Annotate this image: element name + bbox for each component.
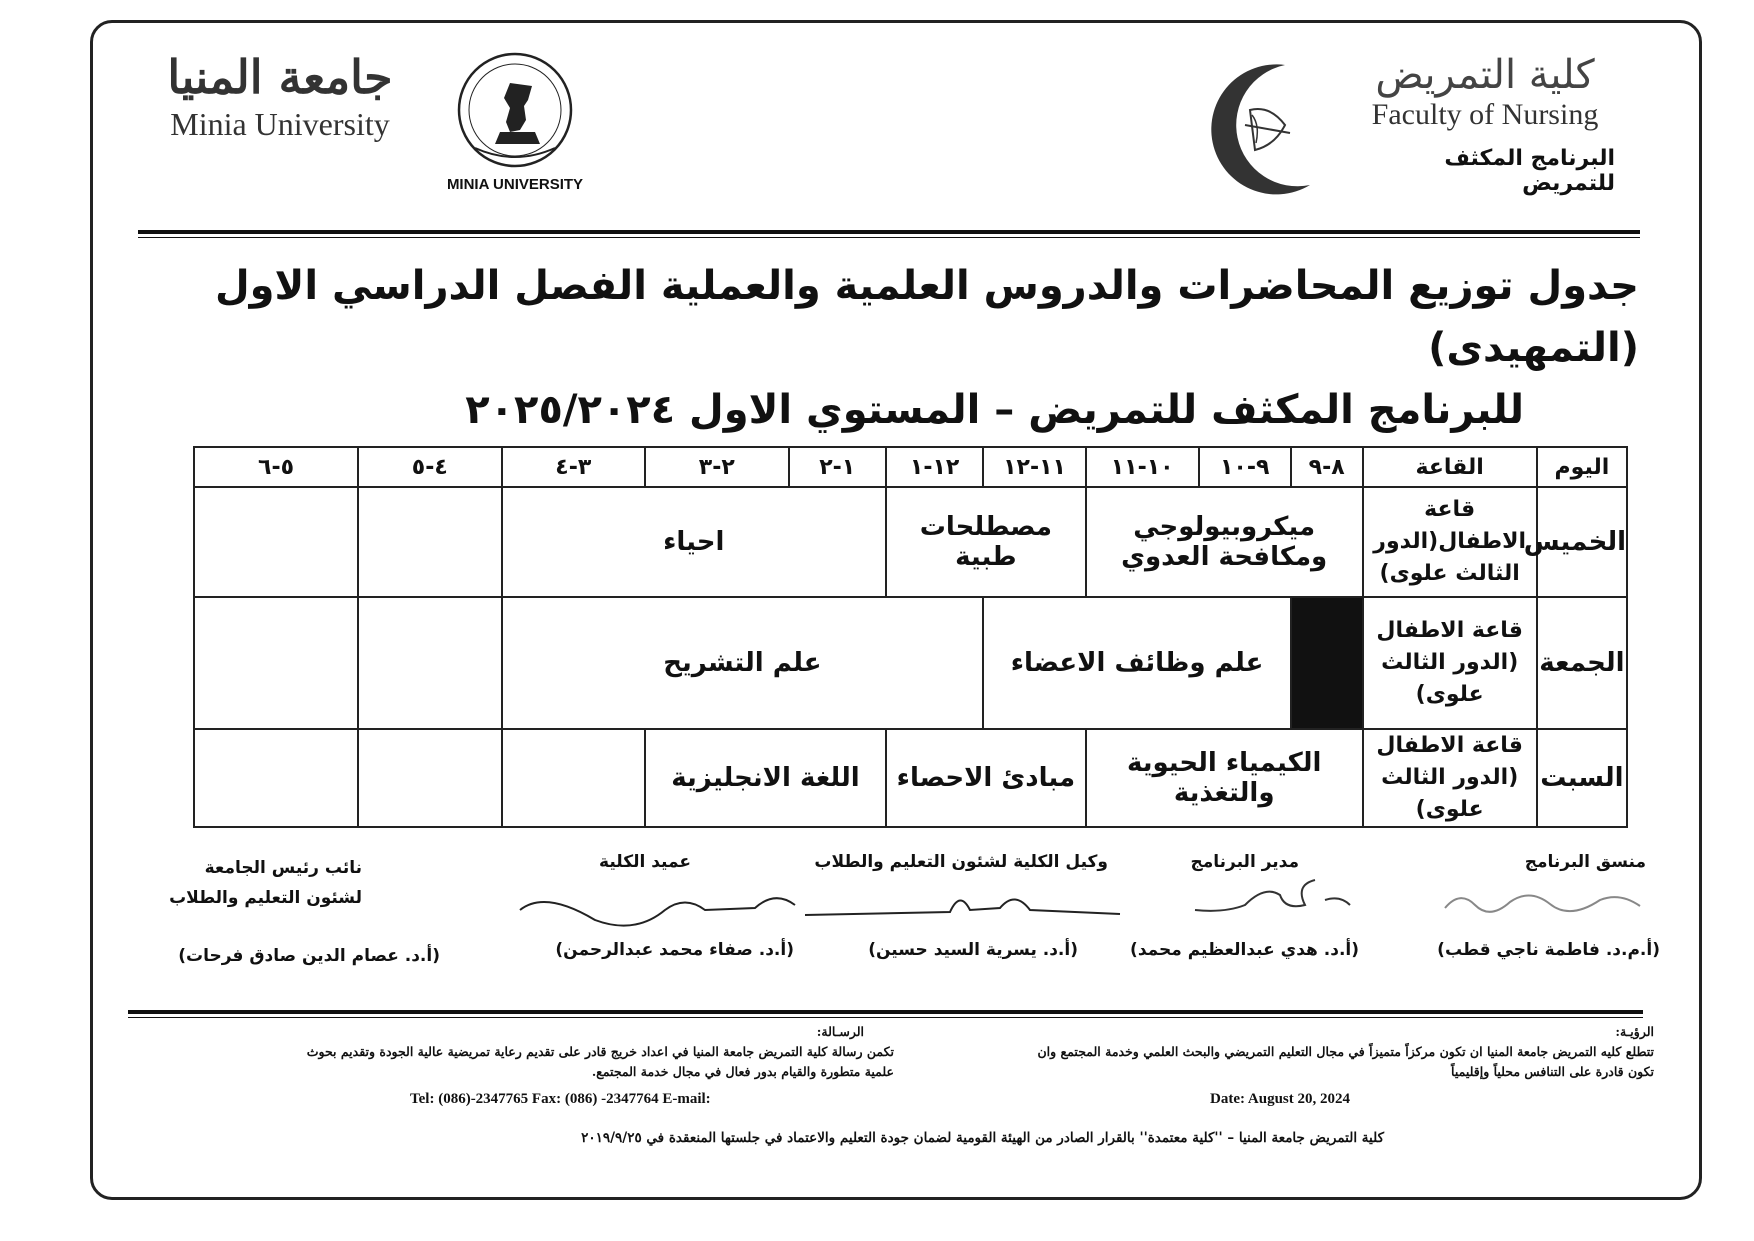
signature-name: (أ.د. عصام الدين صادق فرحات) xyxy=(178,946,440,966)
course-cell: مصطلحات طبية xyxy=(886,487,1086,597)
vision-block xyxy=(894,1022,1654,1082)
course-cell: علم التشريح xyxy=(502,597,984,729)
document-date: Date: August 20, 2024 xyxy=(1210,1091,1351,1107)
hall-cell: قاعة الاطفال(الدور الثالث علوى) xyxy=(1363,487,1537,597)
university-name-ar: جامعة المنيا xyxy=(167,50,393,104)
university-name-en: Minia University xyxy=(170,106,390,142)
signature-name: (أ.د. هدي عبدالعظيم محمد) xyxy=(1130,940,1359,960)
seal-caption: MINIA UNIVERSITY xyxy=(446,176,584,193)
accreditation-note: كلية التمريض جامعة المنيا – ''كلية معتمدة'' بالقرار الصادر من الهيئة القومية لضمان جودة التعليم والاعتماد في جلستها المنعقدة في ٢٠١٩/٩/٢٥ xyxy=(581,1130,1384,1146)
signature-role: وكيل الكلية لشئون التعليم والطلاب xyxy=(814,852,1108,872)
course-cell: علم وظائف الاعضاء xyxy=(983,597,1291,729)
mission-text-2: علمية متطورة والقيام بدور فعال في مجال خدمة المجتمع. xyxy=(591,1064,894,1079)
course-cell: مبادئ الاحصاء xyxy=(886,729,1086,827)
vision-text-1: تتطلع كليه التمريض جامعة المنيا ان تكون مركزاً متميزاً في مجال التعليم التمريضي والبحث العلمي وخدمة المجتمع وان xyxy=(1037,1044,1654,1059)
header-cell: القاعة xyxy=(1363,447,1537,487)
signature-role: مدير البرنامج xyxy=(1190,852,1299,872)
header-cell: ١-٢ xyxy=(789,447,886,487)
header-cell: ٣-٤ xyxy=(502,447,646,487)
vision-text-2: تكون قادرة على التنافس محلياً وإقليمياً xyxy=(1451,1064,1654,1079)
footer-divider-thin xyxy=(128,1017,1643,1018)
header-cell: ٢-٣ xyxy=(645,447,789,487)
footer-divider xyxy=(128,1010,1643,1014)
header-cell: ٩-١٠ xyxy=(1199,447,1291,487)
title-line-1: جدول توزيع المحاضرات والدروس العلمية والعملية الفصل الدراسي الاول (التمهيدى) xyxy=(214,263,1639,371)
header-cell: ٨-٩ xyxy=(1291,447,1363,487)
vision-label: الرؤيـة: xyxy=(1615,1024,1654,1039)
mission-label: الرسـالة: xyxy=(816,1024,864,1039)
signature-scribble xyxy=(515,880,815,940)
course-cell: ميكروبيولوجي ومكافحة العدوي xyxy=(1086,487,1363,597)
signature-role: منسق البرنامج xyxy=(1524,852,1646,872)
signature-name: (أ.د. صفاء محمد عبدالرحمن) xyxy=(555,940,794,960)
signature-scribble xyxy=(1440,880,1650,920)
header-cell: ٥-٦ xyxy=(194,447,358,487)
signature-role: لشئون التعليم والطلاب xyxy=(169,888,362,908)
header-cell: ٤-٥ xyxy=(358,447,502,487)
title-line-2: للبرنامج المكثف للتمريض – المستوي الاول ٢٠٢٥/٢٠٢٤ xyxy=(465,387,1524,433)
day-cell: الجمعة xyxy=(1537,597,1627,729)
header-cell: اليوم xyxy=(1537,447,1627,487)
signature-name: (أ.م.د. فاطمة ناجي قطب) xyxy=(1437,940,1660,960)
faculty-name-ar: كلية التمريض xyxy=(1375,52,1595,98)
course-cell: احياء xyxy=(502,487,886,597)
mission-text-1: تكمن رسالة كلية التمريض جامعة المنيا في اعداد خريج قادر على تقديم رعاية تمريضية عالية الجودة وتقديم بحوث xyxy=(306,1044,894,1059)
course-cell: الكيمياء الحيوية والتغذية xyxy=(1086,729,1363,827)
signature-role: عميد الكلية xyxy=(599,852,691,872)
header-cell: ١٢-١ xyxy=(886,447,983,487)
header-cell: ١٠-١١ xyxy=(1086,447,1199,487)
signature-name: (أ.د. يسرية السيد حسين) xyxy=(868,940,1078,960)
hall-cell: قاعة الاطفال (الدور الثالث علوى) xyxy=(1363,597,1537,729)
contact-info: Tel: (086)-2347765 Fax: (086) -2347764 E-mail: xyxy=(410,1091,711,1107)
hall-cell: قاعة الاطفال (الدور الثالث علوى) xyxy=(1363,729,1537,827)
mission-block xyxy=(134,1022,894,1082)
program-name: البرنامج المكثف للتمريض xyxy=(1444,146,1615,196)
course-cell: اللغة الانجليزية xyxy=(645,729,886,827)
signature-scribble xyxy=(800,880,1130,930)
header-cell: ١١-١٢ xyxy=(983,447,1086,487)
day-cell: الخميس xyxy=(1537,487,1627,597)
day-cell: السبت xyxy=(1537,729,1627,827)
signature-role: نائب رئيس الجامعة xyxy=(204,858,362,878)
signature-scribble xyxy=(1185,865,1355,925)
faculty-name-en: Faculty of Nursing xyxy=(1371,98,1599,131)
